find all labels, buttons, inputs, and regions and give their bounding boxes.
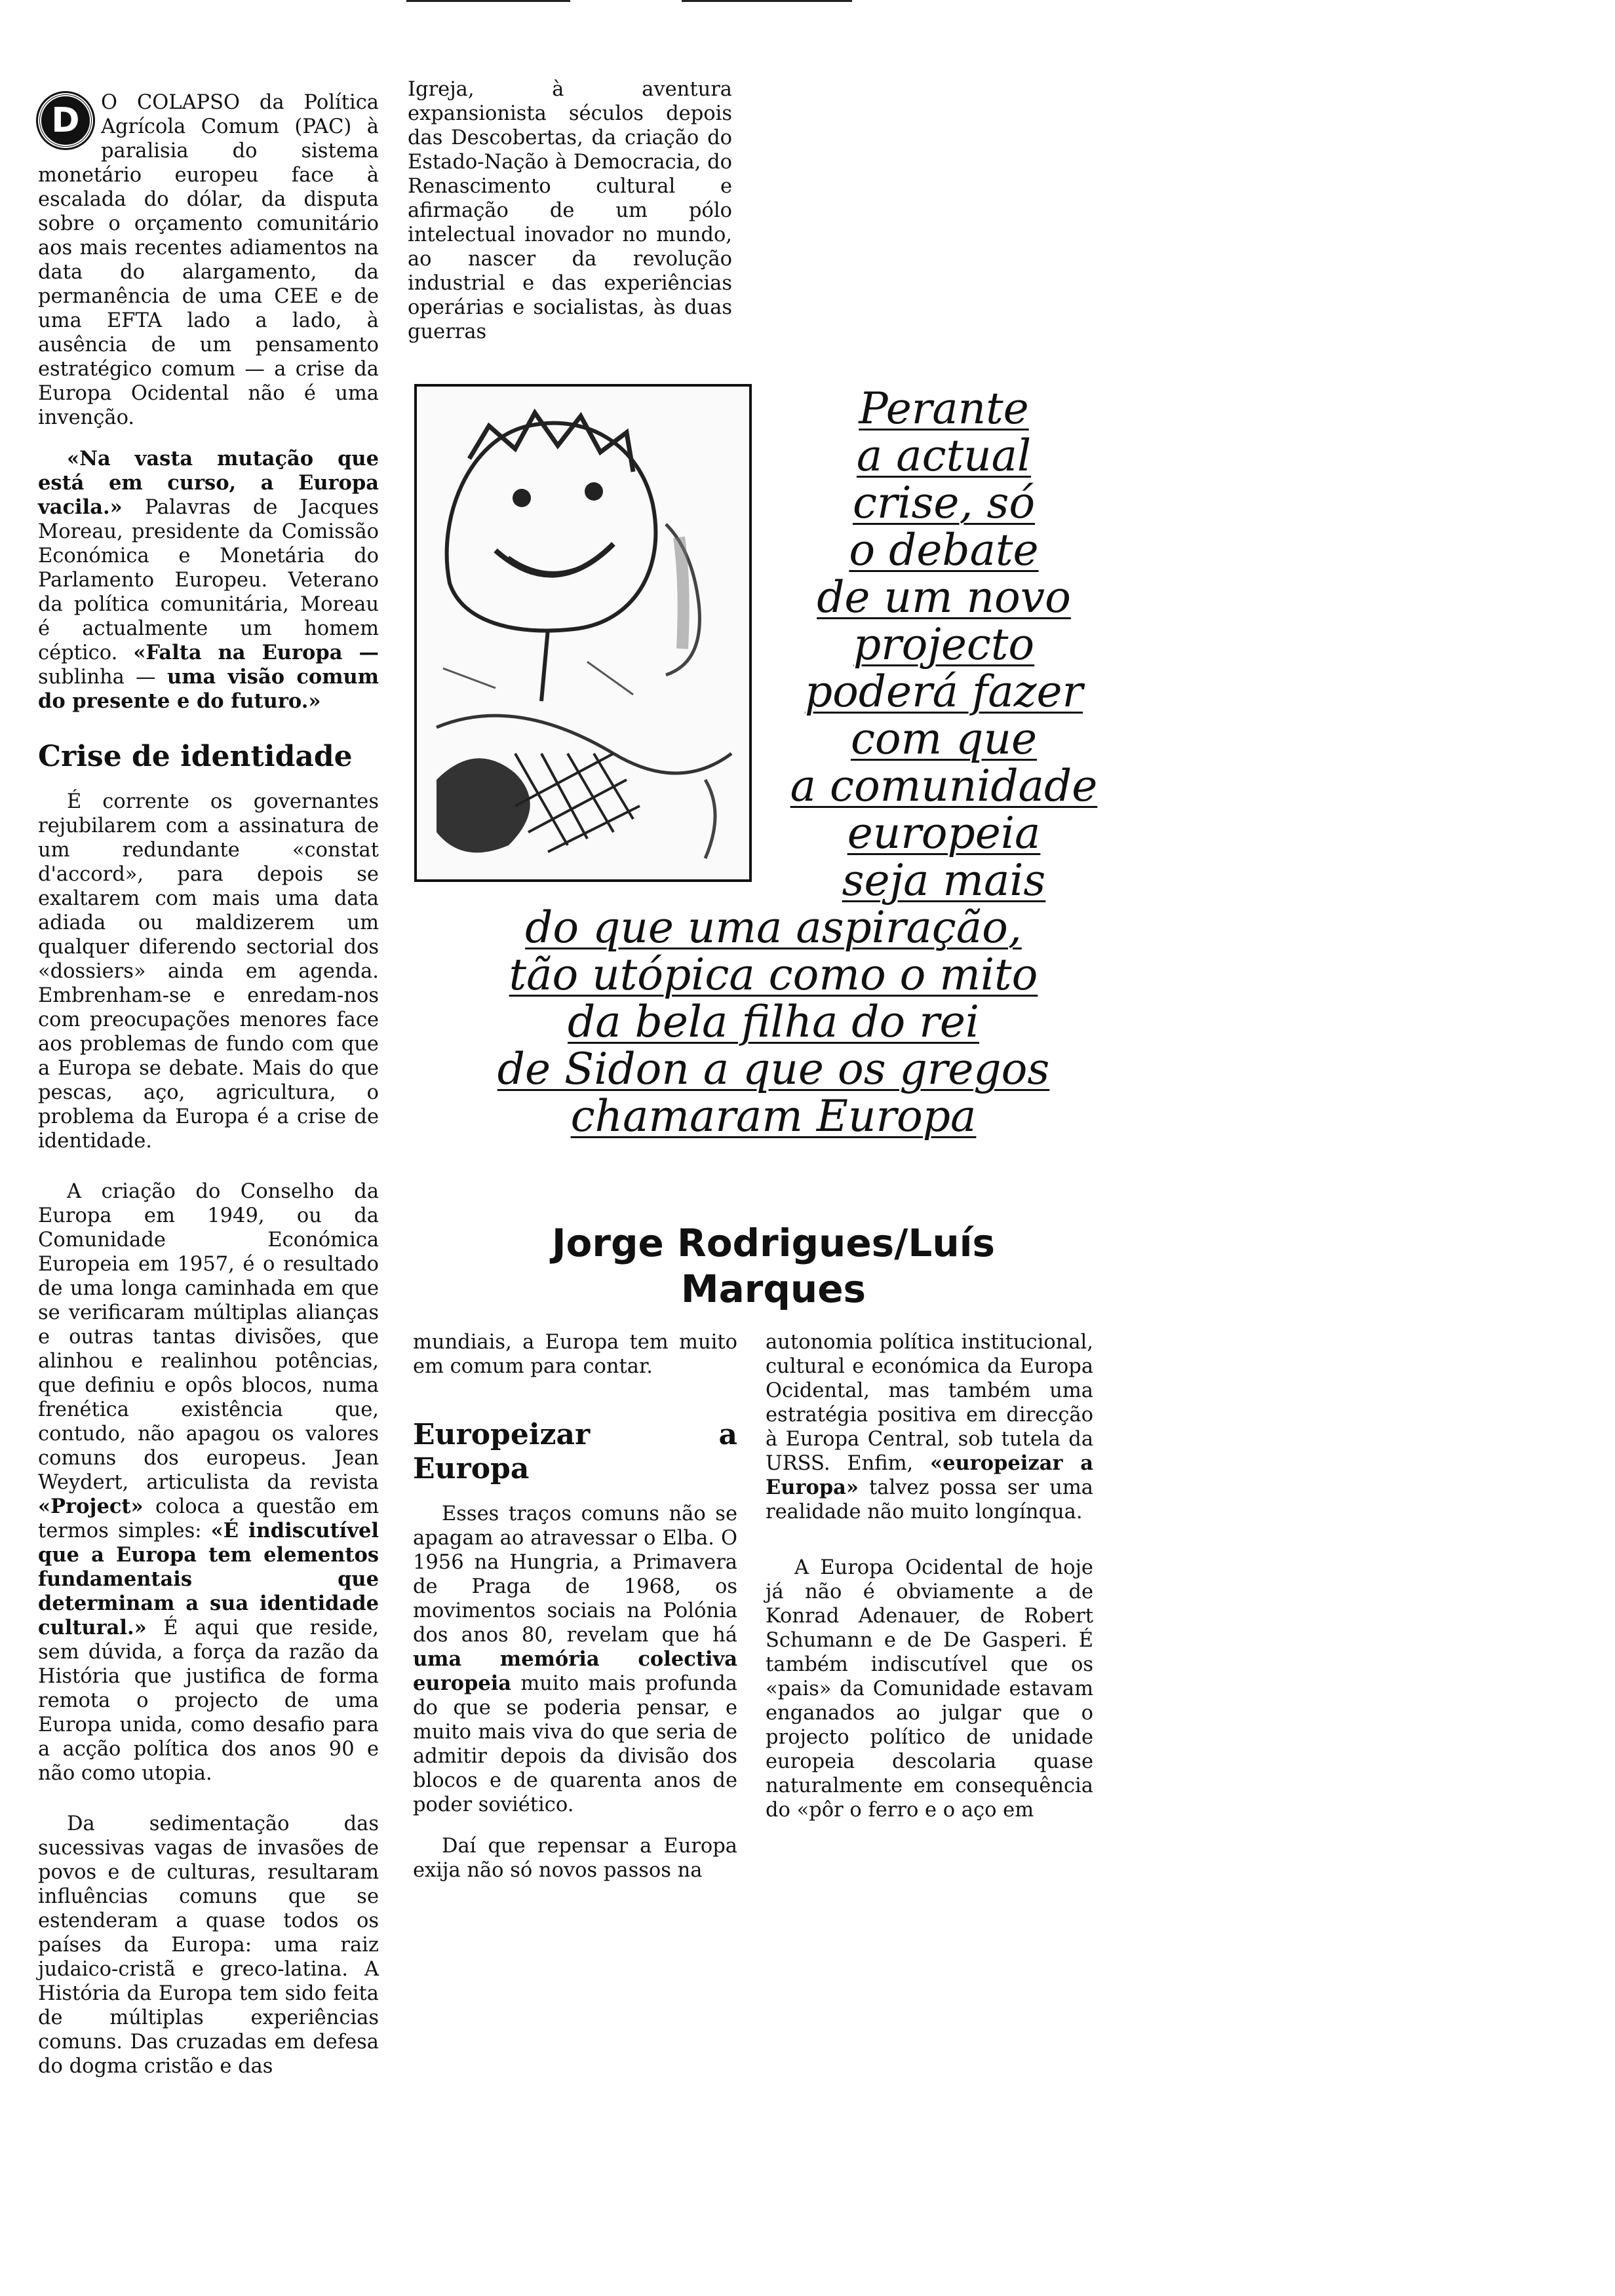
crise-p2-text-c: coloca a questão em termos simples:: [38, 1495, 379, 1542]
col3-bottom-p2: A Europa Ocidental de hoje já não é obviamente a de Konrad Adenauer, de Robert Schumann e de De Gasperi. É também indiscutível que os «pais» da Comunidade estavam enganados ao julgar que o projecto político de unidade europeia descolaria quase naturalmente em consequência do «pôr o ferro e o aço em: [766, 1556, 1093, 1822]
col3-p1-text-a: autonomia política institucional, cultural e económica da Europa Ocidental, mas também uma estratégia positiva em direcção à Europa Central, sob tutela da URSS. Enfim,: [766, 1331, 1093, 1475]
column-3-bottom: [766, 1330, 1093, 1839]
column-2-bottom: [413, 1330, 737, 1900]
lead-intro-text: O COLAPSO da Política Agrícola Comum (PAC) à paralisia do sistema monetário europeu face à escalada do dólar, da disputa sobre o orçamento comunitário aos mais recentes adiamentos na data do alargamento, da permanência de uma CEE e de uma EFTA lado a lado, à ausência de um pensamento estratégico comum — a crise da Europa Ocidental não é uma invenção.: [38, 91, 379, 429]
section-heading-europeizar: Europeizar a Europa: [413, 1418, 737, 1485]
col2-bottom-p2: [413, 1502, 737, 1817]
project-magazine: «Project»: [38, 1495, 144, 1518]
moreau-quote-body: Palavras de Jacques Moreau, presidente da Comissão Económica e Monetária do Parlamento Europeu. Veterano da política comunitária, Moreau é actualmente um homem céptico.: [38, 496, 379, 664]
pull-line: Perante: [859, 383, 1029, 434]
pull-line: da bela filha do rei: [568, 997, 979, 1047]
crise-p2-text-e: É aqui que reside, sem dúvida, a força da razão da História que justifica de forma remota o projecto de uma Europa unida, como desafio para a acção política dos anos 90 e não como utopia.: [38, 1617, 379, 1785]
col3-bottom-p1: [766, 1330, 1093, 1524]
pull-quote-right: [787, 385, 1101, 904]
pull-line: europeia: [847, 808, 1041, 858]
column-1: [38, 90, 379, 2095]
smiling-face-illustration: [417, 387, 749, 879]
pull-line: seja mais: [842, 855, 1046, 906]
pull-quote-full: [472, 904, 1075, 1140]
europeizar-quote: «europeizar a Europa»: [766, 1451, 1094, 1499]
pull-line: poderá fazer: [804, 666, 1083, 717]
crise-paragraph-2: [38, 1179, 379, 1786]
memoria-colectiva: uma memória colectiva europeia: [413, 1647, 737, 1695]
pull-line: do que uma aspiração,: [525, 902, 1022, 953]
pull-line: tão utópica como o mito: [509, 949, 1038, 1000]
column-2-top-text: Igreja, à aventura expansionista séculos depois das Descobertas, da criação do Estado-Nação à Democracia, do Renascimento cultural e afirmação de um pólo intelectual inovador no mundo, ao nascer da revolução industrial e das experiências operárias e socialistas, às duas guerras: [408, 78, 732, 343]
moreau-quote-mid: sublinha —: [38, 666, 168, 689]
crise-paragraph-1: É corrente os governantes rejubilarem com a assinatura de um redundante «constat d'accord», para depois se exaltarem com mais uma data adiada ou maldizerem um qualquer diferendo sectorial dos «dossiers» ainda em agenda. Embrenham-se e enredam-nos com preocupações menores face aos problemas de fundo com que a Europa se debate. Mais do que pescas, aço, agricultura, o problema da Europa é a crise de identidade.: [38, 790, 379, 1153]
col2-bottom-p3: Daí que repensar a Europa exija não só novos passos na: [413, 1835, 737, 1882]
lead-paragraph: [38, 90, 379, 430]
crise-p2-text-a: A criação do Conselho da Europa em 1949, ou da Comunidade Económica Europeia em 1957, é o resultado de uma longa caminhada em que se verificaram múltiplas alianças e outras tantas divisões, que alinhou e realinhou potências, que definiu e opôs blocos, numa frenética existência que, contudo, não apagou os valores comuns dos europeus. Jean Weydert, articulista da revista: [38, 1180, 379, 1494]
col2-p2-text-c: muito mais profunda do que se poderia pensar, e muito mais viva do que seria de admitir depois da divisão dos blocos e de quarenta anos de poder soviético.: [413, 1672, 737, 1816]
drop-cap: D: [38, 93, 93, 148]
col2-bottom-p1: mundiais, a Europa tem muito em comum para contar.: [413, 1331, 737, 1378]
byline: Jorge Rodrigues/Luís Marques: [551, 1221, 996, 1311]
illustration-photo: [414, 384, 752, 882]
pull-line: de um novo: [817, 572, 1071, 622]
moreau-quote-3: uma visão comum do presente e do futuro.»: [38, 665, 379, 713]
col2-p2-text-a: Esses traços comuns não se apagam ao atravessar o Elba. O 1956 na Hungria, a Primavera de Praga de 1968, os movimentos sociais na Polónia dos anos 80, revelam que há: [413, 1502, 737, 1647]
pull-line: crise, só: [852, 478, 1036, 528]
moreau-quote: «Na vasta mutação que está em curso, a Europa vacila.»: [38, 447, 379, 519]
top-rule-right: [682, 0, 852, 2]
column-2-top: [408, 77, 732, 361]
top-rule-left: [406, 0, 570, 2]
pull-line: de Sidon a que os gregos: [497, 1044, 1050, 1094]
pull-line: projecto: [853, 619, 1035, 670]
pull-line: com que: [850, 714, 1038, 764]
moreau-quote-2: «Falta na Europa —: [133, 641, 379, 664]
col3-p1-text-c: talvez possa ser uma realidade não muito longínqua.: [766, 1476, 1093, 1523]
crise-paragraph-3: Da sedimentação das sucessivas vagas de invasões de povos e de culturas, resultaram influências comuns que se estenderam a quase todos os países da Europa: uma raiz judaico-cristã e greco-latina. A História da Europa tem sido feita de múltiplas experiências comuns. Das cruzadas em defesa do dogma cristão e das: [38, 1812, 379, 2078]
pull-line: a comunidade: [790, 761, 1098, 811]
weydert-quote: «É indiscutível que a Europa tem elementos fundamentais que determinam a sua identidade cultural.»: [38, 1519, 379, 1639]
pull-line: a actual: [856, 430, 1032, 481]
pull-line: chamaram Europa: [570, 1091, 977, 1141]
pull-line: o debate: [849, 525, 1039, 575]
section-heading-crise: Crise de identidade: [38, 740, 353, 773]
moreau-quote-paragraph: [38, 447, 379, 714]
